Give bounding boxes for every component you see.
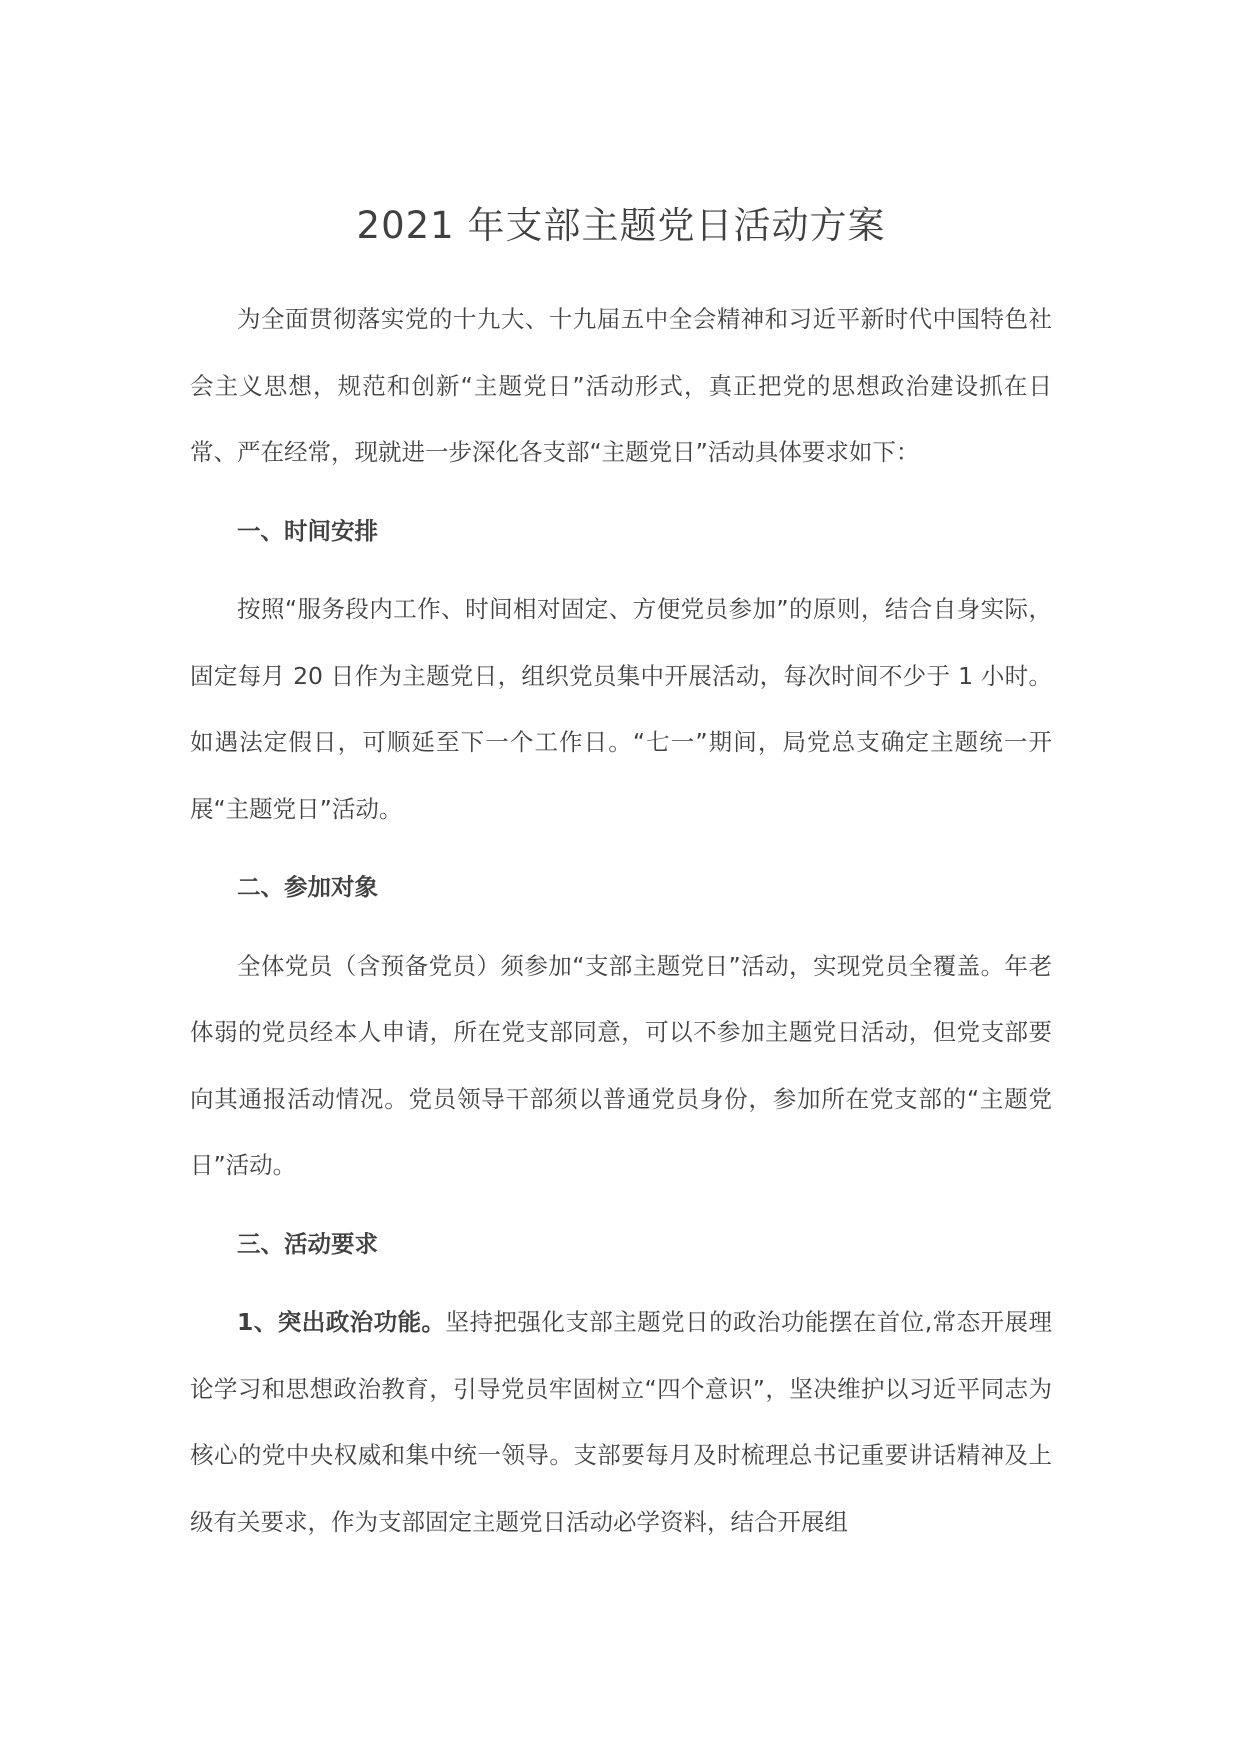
requirement-item-1-lead: 1、突出政治功能。 <box>237 1308 446 1336</box>
document-title: 2021 年支部主题党日活动方案 <box>356 204 886 247</box>
intro-paragraph: 为全面贯彻落实党的十九大、十九届五中全会精神和习近平新时代中国特色社会主义思想，规范和创新“主题党日”活动形式，真正把党的思想政治建设抓在日常、严在经常，现就进一步深化各支部“主题党日”活动具体要求如下： <box>190 305 1052 466</box>
section-paragraph-participants: 全体党员（含预备党员）须参加“支部主题党日”活动，实现党员全覆盖。年老体弱的党员经本人申请，所在党支部同意，可以不参加主题党日活动，但党支部要向其通报活动情况。党员领导干部须以普通党员身份，参加所在党支部的“主题党日”活动。 <box>190 951 1052 1179</box>
requirement-item-1 <box>190 1289 1052 1555</box>
section-heading-requirements: 三、活动要求 <box>237 1229 378 1258</box>
section-heading-participants: 二、参加对象 <box>237 873 378 901</box>
section-paragraph-time: 按照“服务段内工作、时间相对固定、方便党员参加”的原则，结合自身实际，固定每月 20 日作为主题党日，组织党员集中开展活动，每次时间不少于 1 小时。如遇法定假日，可顺延至下一个工作日。“七一”期间，局党总支确定主题统一开展“主题党日”活动。 <box>190 595 1052 823</box>
document-page <box>190 195 1052 1555</box>
requirement-item-1-text: 坚持把强化支部主题党日的政治功能摆在首位,常态开展理论学习和思想政治教育，引导党员牢固树立“四个意识”，坚决维护以习近平同志为核心的党中央权威和集中统一领导。支部要每月及时梳理总书记重要讲话精神及上级有关要求，作为支部固定主题党日活动必学资料，结合开展组 <box>190 1308 1052 1536</box>
section-heading-time: 一、时间安排 <box>237 516 378 545</box>
